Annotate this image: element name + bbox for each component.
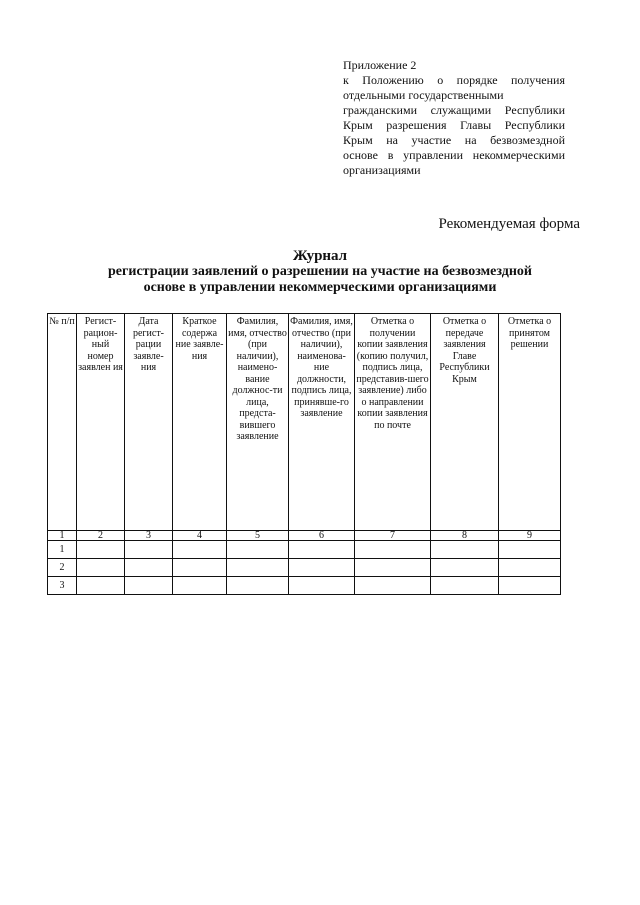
appendix-line: отдельными государственными [343, 88, 504, 102]
table-cell [77, 577, 125, 595]
col-header-reg-number: Регист-рацион-ный номер заявлен ия [77, 314, 125, 531]
table-cell [499, 577, 561, 595]
table-cell [227, 541, 289, 559]
appendix-block [343, 58, 565, 178]
column-number: 1 [48, 531, 77, 541]
table-cell [431, 541, 499, 559]
table-cell [289, 559, 355, 577]
column-number: 6 [289, 531, 355, 541]
row-number: 1 [48, 541, 77, 559]
table-cell [125, 559, 173, 577]
document-title [60, 248, 580, 296]
table-cell [173, 559, 227, 577]
appendix-line: Приложение 2 [343, 58, 417, 72]
title-line: основе в управлении некоммерческими организациями [143, 280, 497, 295]
col-header-transfer-mark: Отметка о передаче заявления Главе Республики Крым [431, 314, 499, 531]
table-row [48, 577, 561, 595]
column-number-row [48, 531, 561, 541]
table-cell [499, 541, 561, 559]
table-cell [227, 577, 289, 595]
table-cell [355, 559, 431, 577]
appendix-line: Крым на участие на безвозмездной [343, 133, 565, 147]
table-cell [173, 577, 227, 595]
table-cell [431, 577, 499, 595]
appendix-line: гражданскими служащими Республики [343, 103, 565, 117]
table-cell [355, 541, 431, 559]
table-cell [289, 541, 355, 559]
title-main: Журнал [292, 248, 348, 264]
appendix-line: к Положению о порядке получения [343, 73, 565, 87]
col-header-receiver: Фамилия, имя, отчество (при наличии), наименова-ние должности, подпись лица, принявше-го заявление [289, 314, 355, 531]
row-number: 3 [48, 577, 77, 595]
column-number: 3 [125, 531, 173, 541]
column-number: 8 [431, 531, 499, 541]
table-cell [289, 577, 355, 595]
table-cell [227, 559, 289, 577]
table-cell [173, 541, 227, 559]
column-number: 7 [355, 531, 431, 541]
appendix-line: Крым разрешения Главы Республики [343, 118, 565, 132]
journal-table [47, 313, 561, 595]
table-cell [125, 541, 173, 559]
col-header-summary: Краткое содержа ние заявле-ния [173, 314, 227, 531]
col-header-number: № п/п [48, 314, 77, 531]
col-header-submitter: Фамилия, имя, отчество (при наличии), наимено-вание должнос-ти лица, предста-вившего заявление [227, 314, 289, 531]
column-number: 4 [173, 531, 227, 541]
table-cell [355, 577, 431, 595]
col-header-reg-date: Дата регист-рации заявле-ния [125, 314, 173, 531]
title-line: регистрации заявлений о разрешении на участие на безвозмездной [108, 264, 532, 279]
row-number: 2 [48, 559, 77, 577]
header-row [48, 314, 561, 531]
column-number: 2 [77, 531, 125, 541]
table-cell [499, 559, 561, 577]
column-number: 5 [227, 531, 289, 541]
table-cell [431, 559, 499, 577]
col-header-copy-mark: Отметка о получении копии заявления (копию получил, подпись лица, представив-шего заявление) либо о направлении копии заявления по почте [355, 314, 431, 531]
appendix-line: основе в управлении некоммерческими [343, 148, 565, 162]
column-number: 9 [499, 531, 561, 541]
table-row [48, 559, 561, 577]
recommended-form-label: Рекомендуемая форма [438, 216, 580, 232]
appendix-line: организациями [343, 163, 421, 177]
table-cell [77, 559, 125, 577]
col-header-decision-mark: Отметка о принятом решении [499, 314, 561, 531]
table-cell [125, 577, 173, 595]
table-row [48, 541, 561, 559]
table-cell [77, 541, 125, 559]
